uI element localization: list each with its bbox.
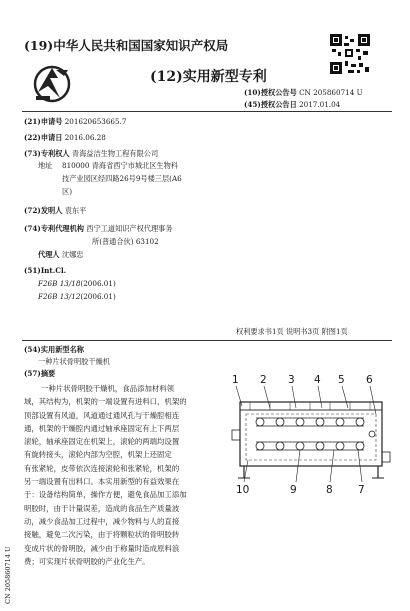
inventor-label: 发明人	[40, 206, 63, 215]
abstract-heading	[24, 369, 55, 380]
agent-value: 沈娜忠	[61, 250, 84, 259]
owner-label: 专利权人	[40, 149, 70, 158]
owner-line	[24, 149, 158, 160]
side-publication-code: CN 205860714 U	[4, 546, 12, 604]
figure-label-4: 4	[314, 374, 321, 386]
app-date-code: (22)	[24, 133, 41, 142]
figure-label-3: 3	[288, 374, 295, 386]
owner-code: (73)	[24, 149, 41, 158]
abstract-line: 通，机架的干燥腔内通过轴承座固定有上下两层	[24, 423, 180, 433]
abstract-line: 有旋转接头，滚轮内部为空腔，机架上还固定	[24, 450, 172, 460]
abstract-line: 一种片状骨明胶干燥机，食品添加材料领	[41, 384, 175, 393]
abstract-line: 于：设备结构简单，操作方便，避免食品加工添加	[24, 490, 187, 500]
pub-no-line	[244, 88, 363, 99]
agency-value-1: 西宁工道知识产权代理事务	[86, 224, 173, 233]
agency-label: 专利代理机构	[40, 224, 84, 233]
claims-divider	[22, 340, 392, 341]
abstract-line: 变成片状的骨明胶，减少由于称量时造成原料浪	[24, 543, 180, 553]
qr-code	[330, 34, 370, 74]
office-name: 中华人民共和国国家知识产权局	[53, 38, 229, 53]
doc-type: 实用新型专利	[182, 69, 267, 85]
address-label: 地址	[38, 161, 53, 170]
agency-code: (74)	[24, 224, 41, 233]
app-no-label: 申请号	[40, 117, 63, 126]
figure-label-1: 1	[232, 374, 239, 386]
um-name-code: (54)	[24, 345, 41, 354]
abstract-line: 有张紧轮，皮带依次连接滚轮和张紧轮，机架的	[24, 463, 180, 473]
intcl-2-code: F26B 13/12	[38, 292, 81, 301]
pub-date-code: (45)	[244, 100, 261, 109]
figure-label-7: 7	[358, 484, 365, 496]
intcl-entry-2	[38, 292, 116, 303]
abstract-line: 明胶时，由于计量误差，造成的食品生产质量波	[24, 503, 180, 513]
address-line-3: 区)	[62, 187, 72, 196]
agent-line	[38, 250, 83, 261]
intcl-code: (51)	[24, 266, 41, 275]
app-no-code: (21)	[24, 117, 41, 126]
doc-type-code: (12)	[150, 69, 183, 85]
figure-label-6: 6	[366, 374, 373, 386]
figure-label-10: 10	[236, 484, 250, 496]
abstract-line: 接触，避免二次污染，由于将颗粒状的骨明胶转	[24, 530, 180, 540]
pub-date-label: 授权公告日	[260, 100, 297, 109]
pub-date-value: 2017.01.04	[299, 100, 341, 109]
figure-label-9: 9	[290, 484, 297, 496]
abstract-line: 域，其结构为，机架的一端设置有进料口，机架的	[24, 397, 187, 407]
abstract-line: 另一端设置有出料口。本实用新型的有益效果在	[24, 477, 180, 487]
pub-no-code: (10)	[244, 88, 261, 97]
intcl-entry-1	[38, 279, 116, 290]
abstract-line: 滚轮，轴承座固定在机架上，滚轮的两端均设置	[24, 437, 180, 447]
inventor-code: (72)	[24, 206, 41, 215]
office-line	[24, 36, 228, 54]
claims-info: 权利要求书1页 说明书3页 附图1页	[236, 327, 348, 336]
dryer-drawing	[230, 386, 392, 482]
intcl-2-year: (2006.01)	[80, 292, 116, 301]
abstract-line: 动，减少食品加工过程中，减少物料与人的直接	[24, 516, 180, 526]
app-no-line	[24, 117, 126, 128]
figure-label-2: 2	[260, 374, 267, 386]
app-date-value: 2016.06.28	[64, 133, 106, 142]
pub-no-value: CN 205860714 U	[299, 88, 363, 97]
abstract-figure	[230, 370, 392, 500]
abstract-code: (57)	[24, 369, 41, 378]
pub-date-line	[244, 100, 340, 111]
um-name-line	[24, 345, 84, 356]
pub-no-label: 授权公告号	[260, 88, 297, 97]
abstract-body	[24, 382, 232, 568]
um-name-label: 实用新型名称	[40, 345, 84, 354]
agency-line	[24, 224, 173, 235]
abstract-label: 摘要	[40, 369, 56, 378]
abstract-line: 顶部设置有风道，风道通过通风孔与干燥腔相连	[24, 410, 180, 420]
inventor-value: 袁东平	[64, 206, 87, 215]
owner-value: 青海益洁生物工程有限公司	[71, 149, 159, 158]
agent-label: 代理人	[38, 250, 60, 259]
intcl-line	[24, 266, 66, 277]
office-code: (19)	[24, 38, 54, 53]
app-no-value: 201620653665.7	[64, 117, 127, 126]
address-line-1: 810000 青海省西宁市城北区生物科	[62, 161, 178, 170]
agency-value-2: 所(普通合伙) 63102	[92, 237, 159, 246]
header-divider	[22, 111, 392, 112]
abstract-line: 费；可实现片状骨明胶的产业化生产。	[24, 556, 150, 566]
doc-type-line	[150, 66, 267, 86]
inventor-line	[24, 206, 86, 217]
figure-label-8: 8	[326, 484, 333, 496]
app-date-label: 申请日	[40, 133, 63, 142]
intcl-1-year: (2006.01)	[80, 279, 116, 288]
intcl-label: Int.Cl.	[40, 266, 67, 275]
um-name-value: 一种片状骨明胶干燥机	[38, 357, 110, 366]
figure-label-5: 5	[338, 374, 345, 386]
cnipa-emblem-icon	[30, 62, 74, 106]
intcl-1-code: F26B 13/18	[38, 279, 81, 288]
address-line-2: 技产业园区经四路26号9号楼三层(A6	[62, 174, 182, 183]
app-date-line	[24, 133, 106, 144]
